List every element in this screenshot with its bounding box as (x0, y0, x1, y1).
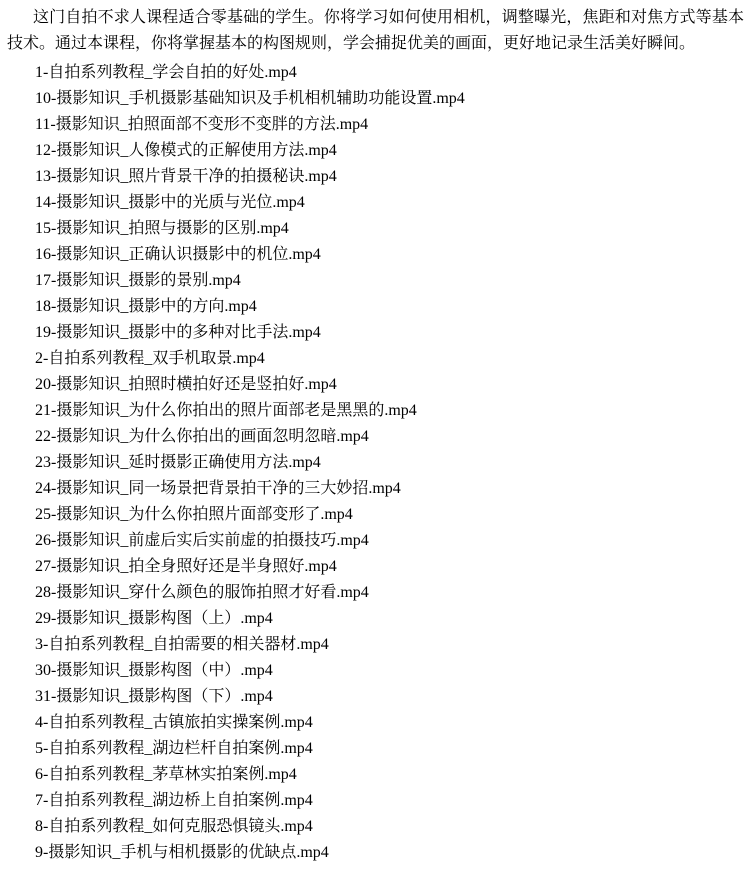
file-list-item: 22-摄影知识_为什么你拍出的画面忽明忽暗.mp4 (35, 428, 369, 445)
file-list-item: 11-摄影知识_拍照面部不变形不变胖的方法.mp4 (35, 116, 369, 133)
file-list-item: 31-摄影知识_摄影构图（下）.mp4 (35, 688, 273, 705)
file-list-item: 9-摄影知识_手机与相机摄影的优缺点.mp4 (35, 844, 329, 861)
file-list-item: 30-摄影知识_摄影构图（中）.mp4 (35, 662, 273, 679)
file-list-item: 20-摄影知识_拍照时横拍好还是竖拍好.mp4 (35, 376, 337, 393)
file-list-item: 19-摄影知识_摄影中的多种对比手法.mp4 (35, 324, 321, 341)
file-list-item: 3-自拍系列教程_自拍需要的相关器材.mp4 (35, 636, 329, 653)
file-list-item: 8-自拍系列教程_如何克服恐惧镜头.mp4 (35, 818, 313, 835)
file-list-item: 26-摄影知识_前虚后实后实前虚的拍摄技巧.mp4 (35, 532, 369, 549)
file-list-item: 16-摄影知识_正确认识摄影中的机位.mp4 (35, 246, 321, 263)
file-list-item: 17-摄影知识_摄影的景别.mp4 (35, 272, 241, 289)
file-list-item: 6-自拍系列教程_茅草林实拍案例.mp4 (35, 766, 297, 783)
file-list-item: 10-摄影知识_手机摄影基础知识及手机相机辅助功能设置.mp4 (35, 90, 465, 107)
file-list (7, 60, 744, 866)
file-list-item: 14-摄影知识_摄影中的光质与光位.mp4 (35, 194, 305, 211)
file-list-item: 24-摄影知识_同一场景把背景拍干净的三大妙招.mp4 (35, 480, 401, 497)
file-list-item: 7-自拍系列教程_湖边桥上自拍案例.mp4 (35, 792, 313, 809)
file-list-item: 15-摄影知识_拍照与摄影的区别.mp4 (35, 220, 289, 237)
file-list-item: 2-自拍系列教程_双手机取景.mp4 (35, 350, 265, 367)
file-list-item: 4-自拍系列教程_古镇旅拍实操案例.mp4 (35, 714, 313, 731)
file-list-item: 29-摄影知识_摄影构图（上）.mp4 (35, 610, 273, 627)
file-list-item: 1-自拍系列教程_学会自拍的好处.mp4 (35, 64, 297, 81)
file-list-item: 12-摄影知识_人像模式的正解使用方法.mp4 (35, 142, 337, 159)
file-list-item: 21-摄影知识_为什么你拍出的照片面部老是黑黑的.mp4 (35, 402, 417, 419)
file-list-item: 18-摄影知识_摄影中的方向.mp4 (35, 298, 257, 315)
course-description: 这门自拍不求人课程适合零基础的学生。你将学习如何使用相机，调整曝光，焦距和对焦方式等基本技术。通过本课程，你将掌握基本的构图规则，学会捕捉优美的画面，更好地记录生活美好瞬间。 (7, 9, 744, 52)
file-list-item: 28-摄影知识_穿什么颜色的服饰拍照才好看.mp4 (35, 584, 369, 601)
file-list-item: 25-摄影知识_为什么你拍照片面部变形了.mp4 (35, 506, 353, 523)
file-list-item: 5-自拍系列教程_湖边栏杆自拍案例.mp4 (35, 740, 313, 757)
file-list-item: 27-摄影知识_拍全身照好还是半身照好.mp4 (35, 558, 337, 575)
file-list-item: 13-摄影知识_照片背景干净的拍摄秘诀.mp4 (35, 168, 337, 185)
file-list-item: 23-摄影知识_延时摄影正确使用方法.mp4 (35, 454, 321, 471)
